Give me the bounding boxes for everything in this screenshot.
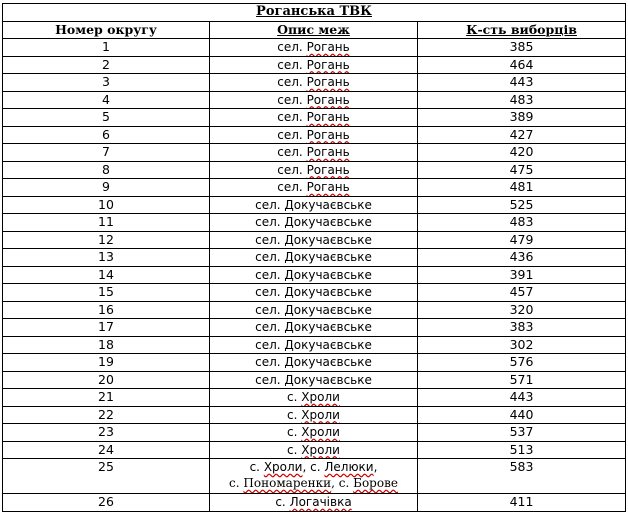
- table-row: [3, 249, 626, 267]
- boundary-description-cell: [210, 371, 418, 389]
- table-row: [3, 91, 626, 109]
- header-district: Номер округу: [3, 21, 210, 39]
- voter-count-cell: 389: [418, 109, 626, 127]
- boundary-description-text: с. Хроли: [287, 442, 340, 457]
- district-number-cell: 22: [3, 406, 210, 424]
- voter-count-cell: 443: [418, 389, 626, 407]
- voter-count-cell: 420: [418, 144, 626, 162]
- district-number-cell: 2: [3, 56, 210, 74]
- title-row: [3, 4, 626, 22]
- district-number-cell: 24: [3, 441, 210, 459]
- table-row: [3, 144, 626, 162]
- voter-count-cell: 302: [418, 336, 626, 354]
- boundary-description-cell: [210, 406, 418, 424]
- boundary-description-text: с. Хроли: [287, 425, 340, 439]
- boundary-description-cell: [210, 336, 418, 354]
- voter-count-cell: 385: [418, 39, 626, 57]
- election-districts-table: [2, 3, 626, 512]
- voter-count-cell: 576: [418, 354, 626, 372]
- boundary-description-cell: [210, 74, 418, 92]
- boundary-description-text: сел. Докучаєвське: [255, 267, 372, 282]
- boundary-description-text: сел. Рогань: [277, 127, 350, 142]
- boundary-description-text-line2: с. Пономаренки, с. Борове: [229, 476, 398, 490]
- table-row: [3, 441, 626, 459]
- boundary-description-text: сел. Докучаєвське: [255, 232, 372, 247]
- boundary-description-cell: [210, 56, 418, 74]
- table-row: [3, 284, 626, 302]
- boundary-description-text: сел. Рогань: [277, 180, 350, 194]
- district-number-cell: 7: [3, 144, 210, 162]
- table-row: [3, 266, 626, 284]
- district-number-cell: 9: [3, 179, 210, 197]
- voter-count-cell: 475: [418, 161, 626, 179]
- district-number-cell: 8: [3, 161, 210, 179]
- voter-count-cell: 440: [418, 406, 626, 424]
- boundary-description-text: сел. Рогань: [277, 40, 350, 54]
- table-row: [3, 39, 626, 57]
- table-row: [3, 494, 626, 512]
- boundary-description-text: сел. Докучаєвське: [255, 302, 372, 317]
- boundary-description-cell: [210, 214, 418, 232]
- district-number-cell: 14: [3, 266, 210, 284]
- boundary-description-text: с. Логачівка: [275, 495, 352, 509]
- table-row: [3, 196, 626, 214]
- table-row: [3, 74, 626, 92]
- district-number-cell: 15: [3, 284, 210, 302]
- boundary-description-cell: [210, 126, 418, 144]
- boundary-description-cell: [210, 301, 418, 319]
- district-number-cell: 16: [3, 301, 210, 319]
- boundary-description-cell: [210, 424, 418, 442]
- table-row: [3, 301, 626, 319]
- boundary-description-text: сел. Рогань: [277, 57, 350, 72]
- voter-count-cell: 443: [418, 74, 626, 92]
- boundary-description-cell: [210, 494, 418, 512]
- table-row: [3, 336, 626, 354]
- district-number-cell: 21: [3, 389, 210, 407]
- table-row: [3, 459, 626, 494]
- boundary-description-cell: [210, 266, 418, 284]
- district-number-cell: 19: [3, 354, 210, 372]
- boundary-description-text: сел. Рогань: [277, 110, 350, 124]
- district-number-cell: 26: [3, 494, 210, 512]
- boundary-description-cell: [210, 284, 418, 302]
- table-row: [3, 319, 626, 337]
- boundary-description-text: сел. Докучаєвське: [255, 372, 372, 387]
- boundary-description-text: сел. Докучаєвське: [255, 320, 372, 334]
- voter-count-cell: 483: [418, 91, 626, 109]
- voter-count-cell: 481: [418, 179, 626, 197]
- voter-count-cell: 320: [418, 301, 626, 319]
- boundary-description-text: сел. Докучаєвське: [255, 337, 372, 352]
- voter-count-cell: 525: [418, 196, 626, 214]
- boundary-description-text: сел. Докучаєвське: [255, 215, 372, 229]
- table-row: [3, 424, 626, 442]
- district-number-cell: 1: [3, 39, 210, 57]
- table-row: [3, 231, 626, 249]
- voter-count-cell: 464: [418, 56, 626, 74]
- district-number-cell: 11: [3, 214, 210, 232]
- header-row: [3, 21, 626, 39]
- boundary-description-text: с. Хроли: [287, 407, 340, 422]
- district-number-cell: 17: [3, 319, 210, 337]
- boundary-description-cell: [210, 231, 418, 249]
- boundary-description-cell: [210, 91, 418, 109]
- district-number-cell: 6: [3, 126, 210, 144]
- boundary-description-cell: [210, 354, 418, 372]
- boundary-description-cell: [210, 144, 418, 162]
- boundary-description-cell: [210, 441, 418, 459]
- voter-count-cell: 479: [418, 231, 626, 249]
- table-row: [3, 371, 626, 389]
- boundary-description-text: с. Хроли: [287, 390, 340, 404]
- boundary-description-text: сел. Рогань: [277, 145, 350, 159]
- voter-count-cell: 537: [418, 424, 626, 442]
- boundary-description-cell: [210, 389, 418, 407]
- boundary-description-text: сел. Докучаєвське: [255, 197, 372, 212]
- boundary-description-cell: [210, 179, 418, 197]
- boundary-description-text: сел. Докучаєвське: [255, 250, 372, 264]
- boundary-description-text: сел. Рогань: [277, 92, 350, 107]
- district-number-cell: 18: [3, 336, 210, 354]
- table-row: [3, 126, 626, 144]
- boundary-description-text: с. Хроли, с. Лелюки,: [249, 460, 378, 474]
- boundary-description-cell: [210, 459, 418, 494]
- voter-count-cell: 427: [418, 126, 626, 144]
- table-row: [3, 56, 626, 74]
- boundary-description-cell: [210, 249, 418, 267]
- district-number-cell: 10: [3, 196, 210, 214]
- boundary-description-text: сел. Рогань: [277, 75, 350, 89]
- voter-count-cell: 513: [418, 441, 626, 459]
- voter-count-cell: 457: [418, 284, 626, 302]
- table-row: [3, 109, 626, 127]
- table-row: [3, 214, 626, 232]
- voter-count-cell: 383: [418, 319, 626, 337]
- voter-count-cell: 583: [418, 459, 626, 494]
- table-title: Роганська ТВК: [3, 4, 626, 22]
- district-number-cell: 5: [3, 109, 210, 127]
- district-number-cell: 12: [3, 231, 210, 249]
- table-row: [3, 389, 626, 407]
- table-row: [3, 354, 626, 372]
- voter-count-cell: 436: [418, 249, 626, 267]
- header-voters: К-сть виборців: [418, 21, 626, 39]
- boundary-description-cell: [210, 319, 418, 337]
- table-row: [3, 179, 626, 197]
- boundary-description-cell: [210, 109, 418, 127]
- district-number-cell: 23: [3, 424, 210, 442]
- boundary-description-cell: [210, 196, 418, 214]
- boundary-description-cell: [210, 39, 418, 57]
- voter-count-cell: 483: [418, 214, 626, 232]
- district-number-cell: 13: [3, 249, 210, 267]
- header-description: Опис меж: [210, 21, 418, 39]
- voter-count-cell: 411: [418, 494, 626, 512]
- voter-count-cell: 571: [418, 371, 626, 389]
- table-row: [3, 406, 626, 424]
- district-number-cell: 20: [3, 371, 210, 389]
- district-number-cell: 25: [3, 459, 210, 494]
- district-number-cell: 4: [3, 91, 210, 109]
- boundary-description-text: сел. Докучаєвське: [255, 285, 372, 299]
- boundary-description-text: сел. Рогань: [277, 162, 350, 177]
- boundary-description-cell: [210, 161, 418, 179]
- boundary-description-text: сел. Докучаєвське: [255, 355, 372, 369]
- voter-count-cell: 391: [418, 266, 626, 284]
- table-row: [3, 161, 626, 179]
- district-number-cell: 3: [3, 74, 210, 92]
